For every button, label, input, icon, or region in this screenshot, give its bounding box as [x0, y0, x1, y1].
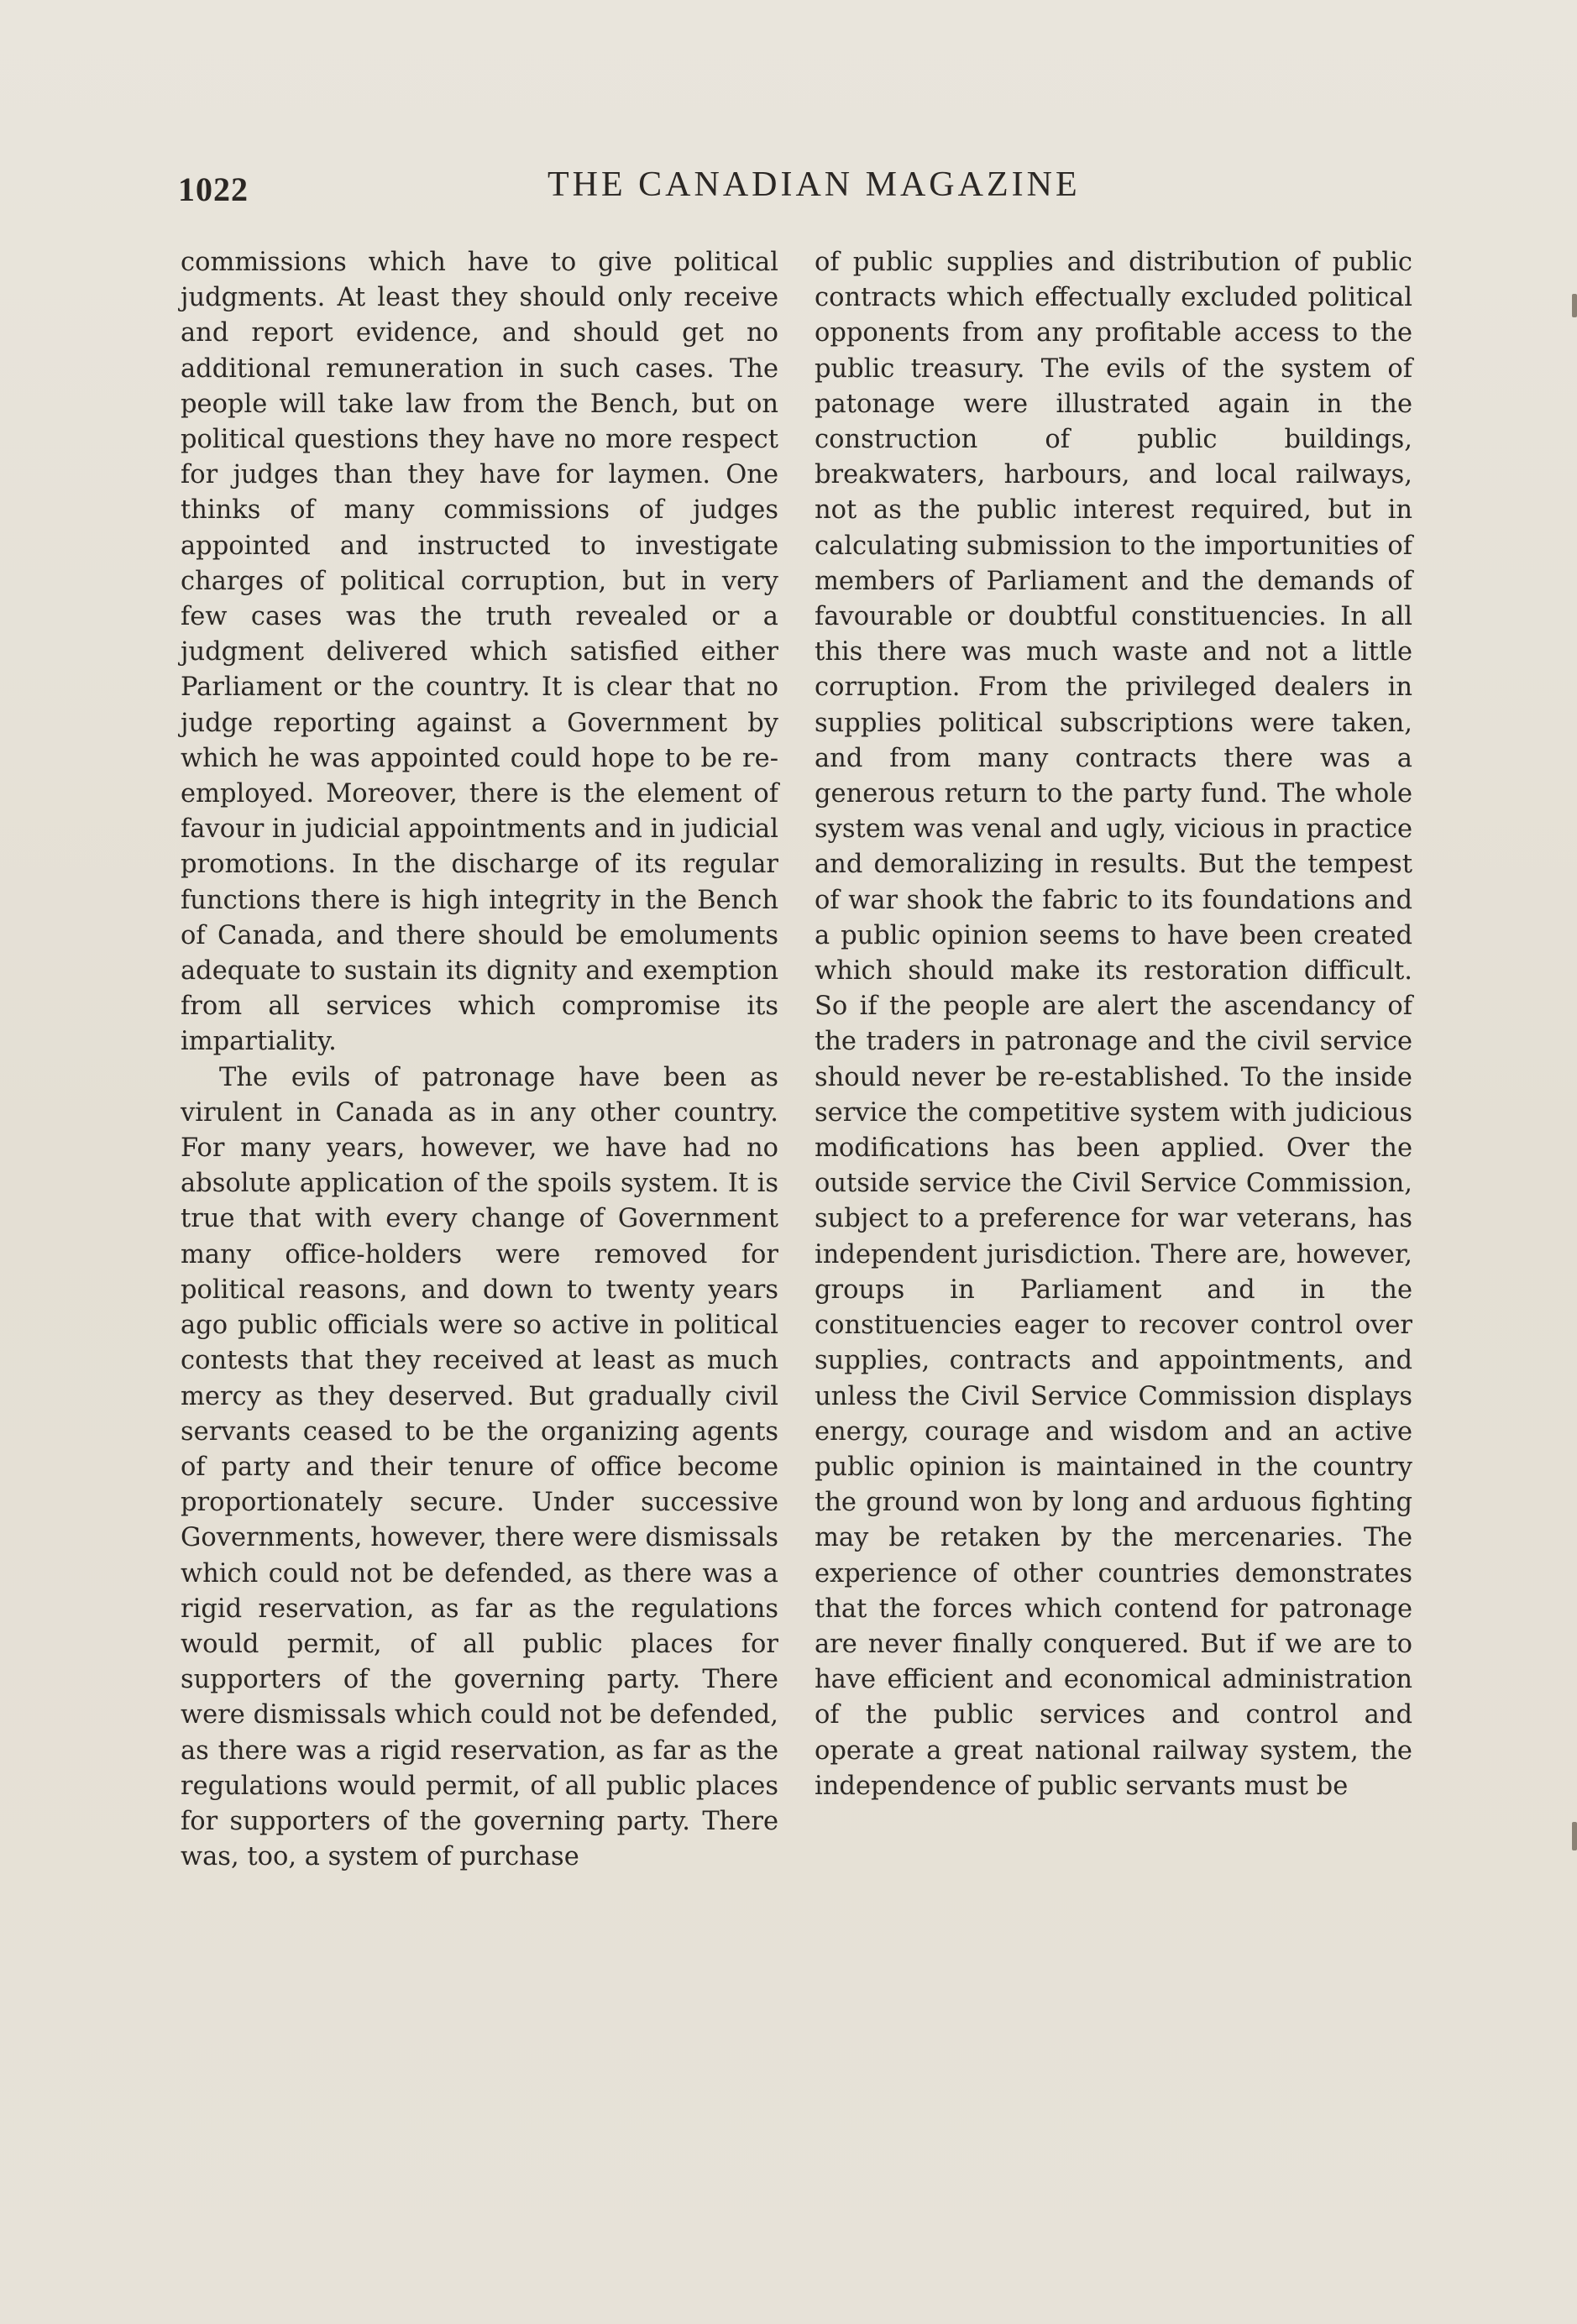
running-title: THE CANADIAN MAGAZINE: [547, 165, 1081, 204]
left-paragraph-1: commissions which have to give political judgments. At least they should only receive and report evidence, and should get no additional remuneration in such cases. The people will take law from the Bench, but on political questions they have no more respect for judges than they have for laymen. One thinks of many commissions of judges appointed and instructed to investigate charges of political corruption, but in very few cases was the truth revealed or a judgment delivered which satisfied either Parliament or the country. It is clear that no judge reporting against a Government by which he was appointed could hope to be re-employed. Moreover, there is the element of favour in judicial appointments and in judicial promotions. In the discharge of its regular functions there is high integrity in the Bench of Canada, and there should be emoluments adequate to sustain its dignity and exemption from all services which compromise its impartiality.: [181, 248, 778, 1057]
page-edge-mark-bottom: [1572, 1822, 1577, 1850]
right-column: [815, 245, 1412, 1804]
left-paragraph-2: The evils of patronage have been as virulent in Canada as in any other country. For many years, however, we have had no absolute application of the spoils system. It is true that with every change of Government many office-holders were removed for political reasons, and down to twenty years ago public officials were so active in political contests that they received at least as much mercy as they deserved. But gradually civil servants ceased to be the organizing agents of party and their tenure of office become proportionately secure. Under successive Governments, however, there were dismissals which could not be defended, as there was a rigid reservation, as far as the regulations would permit, of all public places for supporters of the governing party. There were dismissals which could not be defended, as there was a rigid reservation, as far as the regulations would permit, of all public places for supporters of the governing party. There was, too, a system of purchase: [181, 1062, 778, 1872]
left-column: [181, 245, 778, 1875]
page-number: 1022: [178, 170, 249, 208]
page-header: [178, 160, 1404, 218]
page-edge-mark-top: [1572, 294, 1577, 317]
right-paragraph-1: of public supplies and distribution of public contracts which effectually excluded political opponents from any profitable access to the public treasury. The evils of the system of patonage were illustrated again in the construction of public buildings, breakwaters, harbours, and local railways, not as the public interest required, but in calculating submission to the importunities of members of Parliament and the demands of favourable or doubtful constituencies. In all this there was much waste and not a little corruption. From the privileged dealers in supplies political subscriptions were taken, and from many contracts there was a generous return to the party fund. The whole system was venal and ugly, vicious in practice and demoralizing in results. But the tempest of war shook the fabric to its foundations and a public opinion seems to have been created which should make its restoration difficult. So if the people are alert the ascendancy of the traders in patronage and the civil service should never be re-established. To the inside service the competitive system with judicious modifications has been applied. Over the outside service the Civil Service Commission, subject to a preference for war veterans, has independent jurisdiction. There are, however, groups in Parliament and in the constituencies eager to recover control over supplies, contracts and appointments, and unless the Civil Service Commission displays energy, courage and wisdom and an active public opinion is maintained in the country the ground won by long and arduous fighting may be retaken by the mercenaries. The experience of other countries demonstrates that the forces which contend for patronage are never finally conquered. But if we are to have efficient and economical administration of the public services and control and operate a great national railway system, the independence of public servants must be: [815, 248, 1412, 1801]
